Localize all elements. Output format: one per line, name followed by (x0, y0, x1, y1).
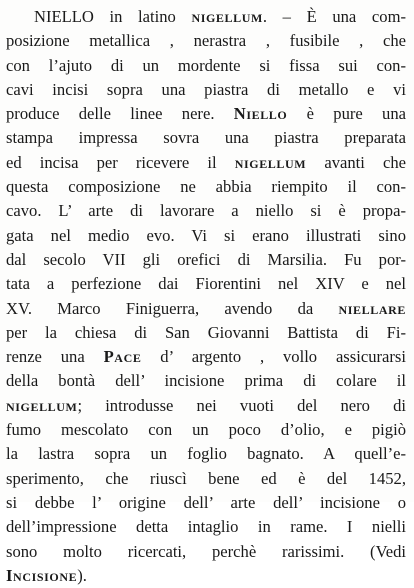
text-run: ; introdusse nei vuoti del nero di (77, 395, 406, 415)
text-line (6, 29, 406, 53)
text-run: con l’ajuto di un mordente si fissa sui con- (6, 55, 406, 75)
text-run: questa composizione ne abbia riempito il con- (6, 177, 406, 197)
text-run: fumo mescolato con un poco d’olio, e pigiò (6, 420, 406, 440)
text-run: è pure una (287, 104, 406, 124)
text-line (6, 491, 406, 515)
text-run: posizione metallica , nerastra , fusibile , che (6, 31, 406, 51)
text-run: gata nel medio evo. Vi si erano illustrati sino (6, 225, 406, 245)
text-line (6, 540, 406, 564)
text-run: stampa impressa sovra una piastra preparata (6, 128, 406, 148)
text-run: la lastra sopra un foglio bagnato. A quell’e- (6, 444, 406, 464)
text-run: si debbe l’ origine dell’ arte dell’ incisione o (6, 492, 406, 512)
text-line (6, 5, 406, 29)
text-line (6, 126, 406, 150)
text-line (6, 102, 406, 126)
text-run: sperimento, che riuscì bene ed è del 1452, (6, 468, 406, 488)
text-line (6, 418, 406, 442)
text-run: ed incisa per ricevere il (6, 152, 235, 172)
text-run: avanti che (306, 152, 407, 172)
small-caps-term: Pace (103, 347, 142, 367)
text-line (6, 515, 406, 539)
text-run: dal secolo VII gli orefici di Marsilia. Fu por- (6, 249, 406, 269)
text-run: cavo. L’ arte di lavorare a niello si è propa- (6, 201, 406, 221)
small-caps-term: nigellum (191, 7, 263, 26)
text-run: della bontà dell’ incisione prima di colare il (6, 371, 406, 391)
text-run: d’ argento , vollo assicurarsi (141, 347, 406, 367)
text-run: sono molto ricercati, perchè rarissimi. (Vedi (6, 541, 406, 561)
text-run: tata a perfezione dai Fiorentini nel XIV e nel (6, 274, 406, 294)
text-run: XV. Marco Finiguerra, avendo da (6, 298, 339, 318)
text-run: per la chiesa di San Giovanni Battista di Fi- (6, 322, 406, 342)
text-line (6, 564, 406, 588)
text-line (6, 248, 406, 272)
text-line (6, 442, 406, 466)
text-line (6, 467, 406, 491)
text-run: cavi incisi sopra una piastra di metallo e vi (6, 79, 406, 99)
text-line (6, 321, 406, 345)
text-line (6, 151, 406, 175)
text-line (6, 199, 406, 223)
text-line (6, 175, 406, 199)
text-run: dell’impressione detta intaglio in rame. I nielli (6, 517, 406, 537)
small-caps-term: Incisione (6, 565, 78, 585)
text-run: ). (77, 565, 87, 585)
text-line (6, 369, 406, 393)
text-line (6, 345, 406, 369)
text-line (6, 297, 406, 321)
text-line (6, 54, 406, 78)
text-run: NIELLO in latino (34, 7, 192, 26)
small-caps-term: niellare (338, 298, 406, 318)
small-caps-term: Niello (233, 104, 288, 124)
small-caps-term: nigellum (6, 395, 78, 415)
text-line (6, 224, 406, 248)
text-run: renze una (6, 347, 104, 367)
text-run: . – È una com- (262, 7, 406, 26)
small-caps-term: nigellum (234, 152, 307, 172)
text-line (6, 272, 406, 296)
niello-entry-paragraph (6, 5, 406, 588)
text-run: produce delle linee nere. (6, 104, 234, 124)
text-line (6, 78, 406, 102)
text-line (6, 394, 406, 418)
